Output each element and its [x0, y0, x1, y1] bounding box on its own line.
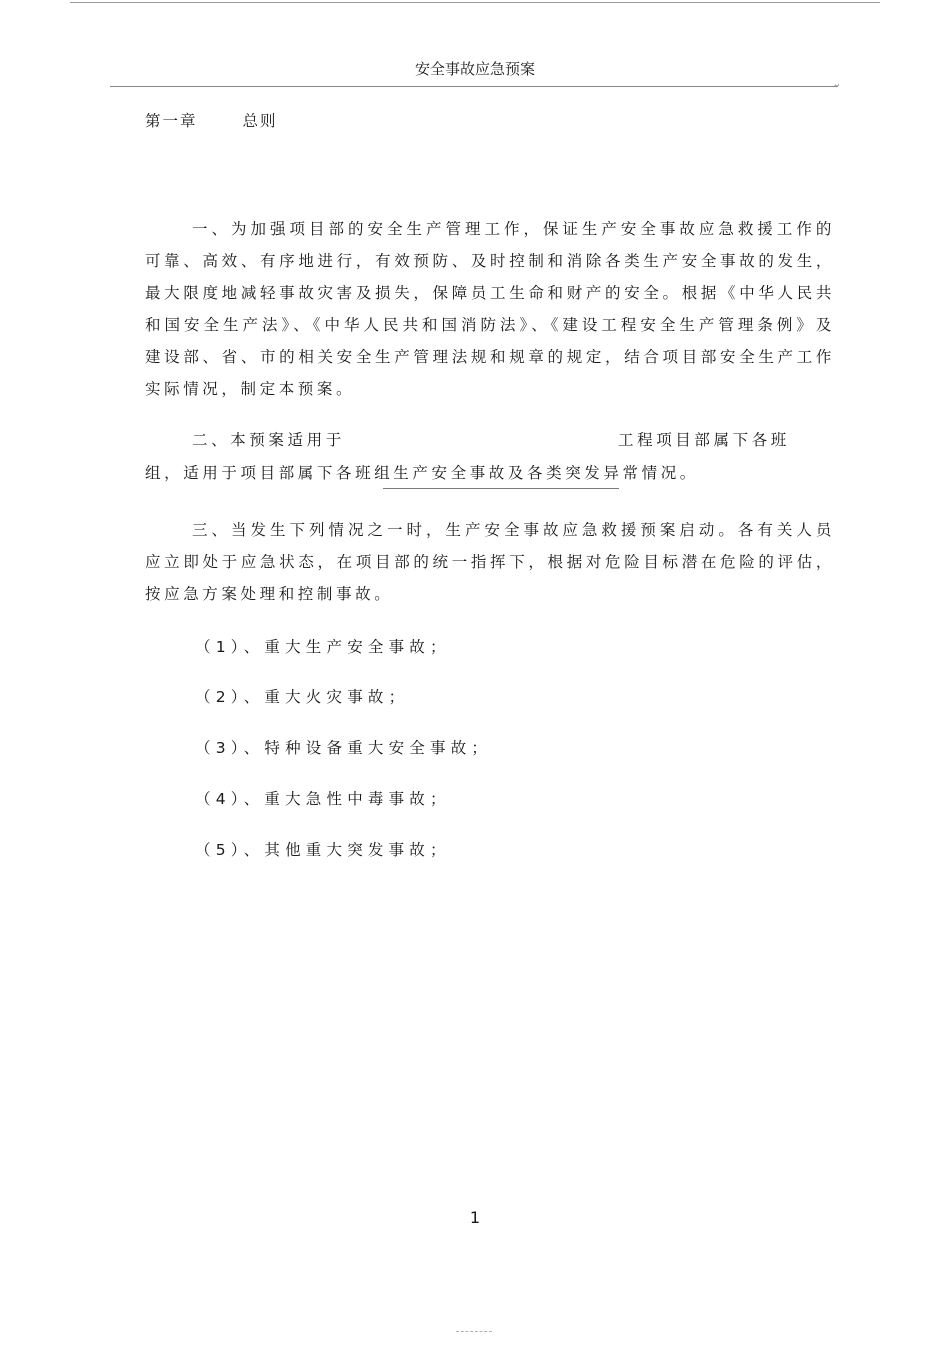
- list-item: （4）、重大急性中毒事故；: [195, 790, 451, 808]
- top-rule: [70, 2, 880, 3]
- page-number: 1: [469, 1208, 481, 1227]
- list-item: （2）、重大火灾事故；: [195, 688, 410, 706]
- fill-in-blank-underline: [383, 488, 619, 489]
- paragraph-activation: 三、当发生下列情况之一时，生产安全事故应急救援预案启动。各有关人员应立即处于应急状态，在项目部的统一指挥下，根据对危险目标潜在危险的评估，按应急方案处理和控制事故。: [145, 521, 835, 603]
- chapter-number: 第一章: [145, 112, 198, 130]
- list-item: （1）、重大生产安全事故；: [195, 638, 451, 656]
- list-item: （5）、其他重大突发事故；: [195, 841, 451, 859]
- paragraph-scope-line2: 组，适用于项目部属下各班组生产安全事故及各类突发异常情况。: [145, 464, 699, 482]
- paragraph-purpose: 一、为加强项目部的安全生产管理工作，保证生产安全事故应急救援工作的可靠、高效、有序地进行，有效预防、及时控制和消除各类生产安全事故的发生，最大限度地减轻事故灾害及损失，保障员工生命和财产的安全。根据《中华人民共和国安全生产法》、《中华人民共和国消防法》、《建设工程安全生产管理条例》及建设部、省、市的相关安全生产管理法规和规章的规定，结合项目部安全生产工作实际情况，制定本预案。: [145, 220, 835, 398]
- paragraph-scope-start: 二、本预案适用于: [192, 431, 345, 449]
- chapter-heading: [145, 109, 277, 131]
- list-item: （3）、特种设备重大安全事故；: [195, 739, 493, 757]
- paragraph-scope-end: 工程项目部属下各班: [618, 431, 790, 449]
- bottom-mark: [456, 1331, 492, 1332]
- header-rule: [110, 86, 838, 87]
- header-rule-mark: ↵: [834, 82, 840, 90]
- document-header-title: 安全事故应急预案: [414, 60, 535, 78]
- chapter-title: 总则: [242, 112, 278, 130]
